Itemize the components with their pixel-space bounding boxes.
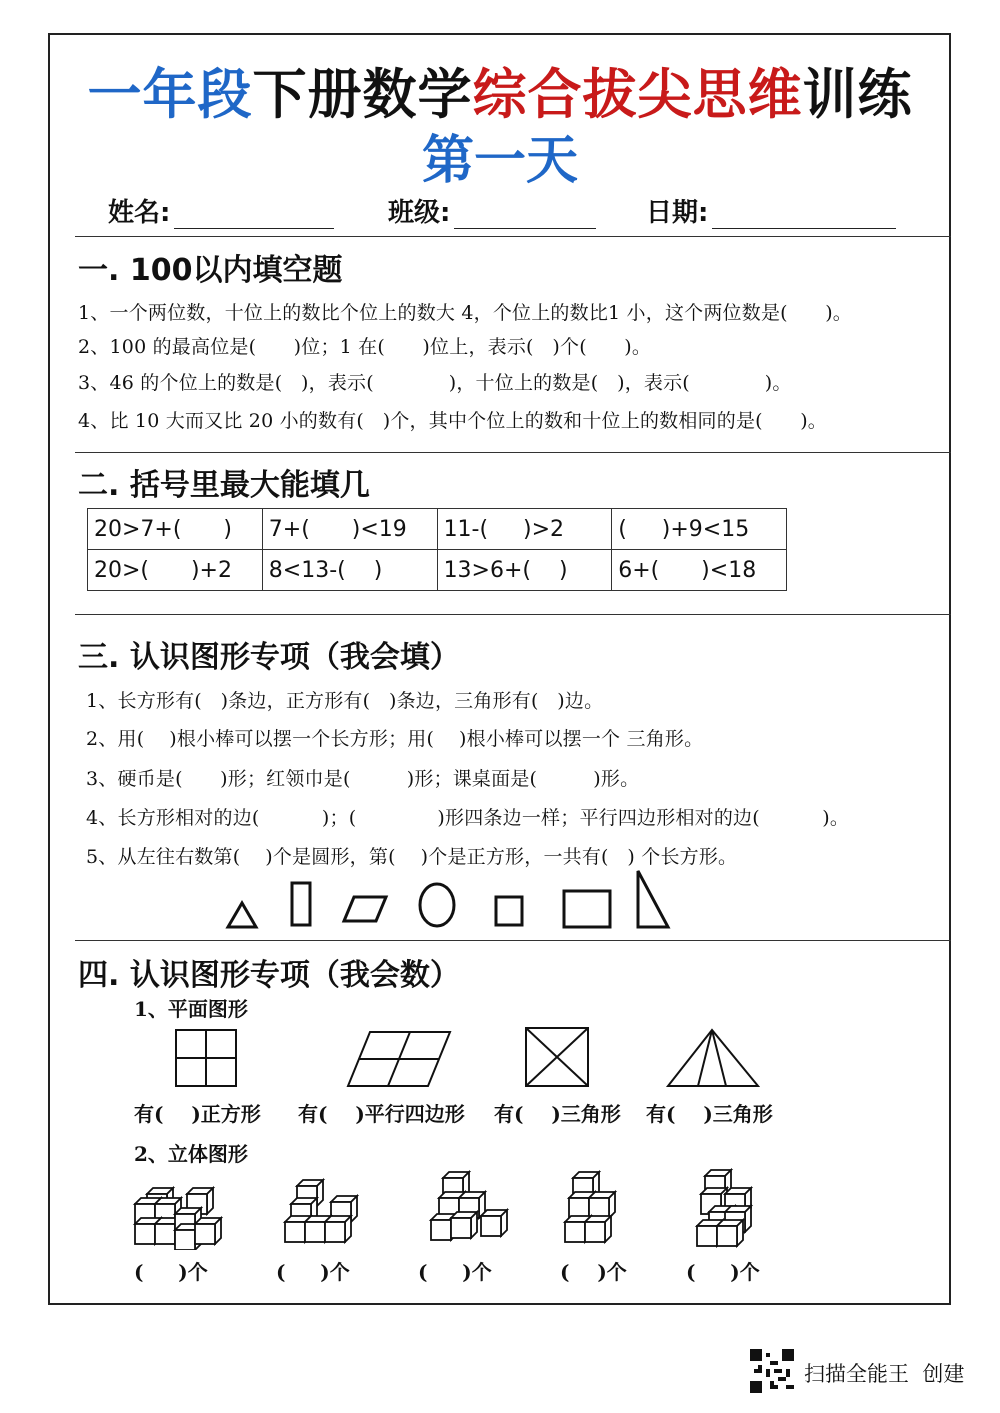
right-triangle-shape bbox=[638, 871, 668, 927]
crossed-square-figure bbox=[526, 1028, 588, 1086]
flat-shapes-subheading: 1、平面图形 bbox=[134, 997, 248, 1021]
square-shape bbox=[496, 897, 522, 925]
flat-label-2: 有( )平行四边形 bbox=[298, 1102, 465, 1126]
table-row bbox=[88, 550, 787, 591]
scanner-watermark: 扫描全能王 创建 bbox=[804, 1362, 965, 1386]
section-1-heading: 一. 100以内填空题 bbox=[78, 253, 343, 288]
table-cell[interactable]: 20>7+( ) bbox=[88, 509, 263, 550]
inequality-table bbox=[87, 508, 787, 591]
cube-stack-1 bbox=[135, 1188, 221, 1250]
flat-label-4: 有( )三角形 bbox=[646, 1102, 773, 1126]
s3-question-1: 1、长方形有( )条边，正方形有( )条边，三角形有( )边。 bbox=[86, 690, 604, 712]
page-subtitle: 第一天 bbox=[421, 131, 578, 191]
solid-label-1: ( )个 bbox=[134, 1260, 208, 1284]
s3-question-2: 2、用( )根小棒可以摆一个长方形；用( )根小棒可以摆一个 三角形。 bbox=[86, 728, 704, 750]
title-part-4: 训练 bbox=[802, 63, 913, 126]
divider bbox=[75, 614, 951, 615]
name-label: 姓名: bbox=[108, 198, 171, 228]
flat-label-1: 有( )正方形 bbox=[134, 1102, 261, 1126]
table-cell[interactable]: ( )+9<15 bbox=[612, 509, 787, 550]
table-row bbox=[88, 509, 787, 550]
s3-question-5: 5、从左往右数第( )个是圆形，第( )个是正方形，一共有( ) 个长方形。 bbox=[86, 846, 738, 868]
title-part-3: 综合拔尖思维 bbox=[472, 63, 803, 126]
class-field[interactable] bbox=[388, 192, 596, 229]
table-cell[interactable]: 7+( )<19 bbox=[262, 509, 437, 550]
solid-label-2: ( )个 bbox=[276, 1260, 350, 1284]
circle-shape bbox=[420, 884, 454, 926]
triangle-shape bbox=[228, 903, 256, 927]
table-cell[interactable]: 6+( )<18 bbox=[612, 550, 787, 591]
s1-question-3: 3、46 的个位上的数是( )，表示( )，十位上的数是( )，表示( )。 bbox=[78, 372, 792, 394]
title-part-1: 一年段 bbox=[87, 63, 253, 126]
title-part-2: 下册数学 bbox=[252, 63, 473, 126]
shape-row bbox=[220, 865, 690, 935]
tall-rectangle-shape bbox=[292, 883, 310, 925]
s1-question-4: 4、比 10 大而又比 20 小的数有( )个，其中个位上的数和十位上的数相同的是( )。 bbox=[78, 410, 828, 432]
table-cell[interactable]: 11-( )>2 bbox=[437, 509, 612, 550]
parallelogram-shape bbox=[344, 897, 386, 921]
class-label: 班级: bbox=[388, 198, 451, 228]
parallelogram-grid-figure bbox=[348, 1032, 450, 1086]
solid-shapes-subheading: 2、立体图形 bbox=[134, 1142, 248, 1166]
cube-stack-2 bbox=[285, 1180, 357, 1242]
table-cell[interactable]: 8<13-( ) bbox=[262, 550, 437, 591]
wide-rectangle-shape bbox=[564, 891, 610, 927]
four-squares-figure bbox=[176, 1030, 236, 1086]
date-label: 日期: bbox=[646, 198, 709, 228]
section-2-heading: 二. 括号里最大能填几 bbox=[78, 468, 370, 503]
table-cell[interactable]: 20>( )+2 bbox=[88, 550, 263, 591]
s1-question-2: 2、100 的最高位是( )位；1 在( )位上，表示( )个( )。 bbox=[78, 336, 652, 358]
section-4-heading: 四. 认识图形专项（我会数） bbox=[78, 958, 460, 993]
table-cell[interactable]: 13>6+( ) bbox=[437, 550, 612, 591]
name-field[interactable] bbox=[108, 192, 334, 229]
cube-stack-3 bbox=[431, 1172, 507, 1240]
cube-figures bbox=[125, 1168, 765, 1250]
s3-question-3: 3、硬币是( )形；红领巾是( )形；课桌面是( )形。 bbox=[86, 768, 640, 790]
divided-triangle-figure bbox=[668, 1030, 758, 1086]
solid-label-4: ( )个 bbox=[560, 1260, 627, 1284]
solid-label-5: ( )个 bbox=[686, 1260, 760, 1284]
cube-stack-5 bbox=[697, 1170, 751, 1246]
divider bbox=[75, 236, 951, 237]
date-field[interactable] bbox=[646, 192, 896, 229]
solid-label-3: ( )个 bbox=[418, 1260, 492, 1284]
cube-stack-4 bbox=[565, 1172, 615, 1242]
flat-label-3: 有( )三角形 bbox=[494, 1102, 621, 1126]
s1-question-1: 1、一个两位数，十位上的数比个位上的数大 4，个位上的数比1 小，这个两位数是( )。 bbox=[78, 302, 853, 324]
divider bbox=[75, 940, 951, 941]
qr-code-icon bbox=[750, 1349, 794, 1393]
divider bbox=[75, 452, 951, 453]
flat-figures bbox=[160, 1022, 780, 1094]
s3-question-4: 4、长方形相对的边( )；( )形四条边一样；平行四边形相对的边( )。 bbox=[86, 807, 850, 829]
section-3-heading: 三. 认识图形专项（我会填） bbox=[78, 640, 460, 675]
